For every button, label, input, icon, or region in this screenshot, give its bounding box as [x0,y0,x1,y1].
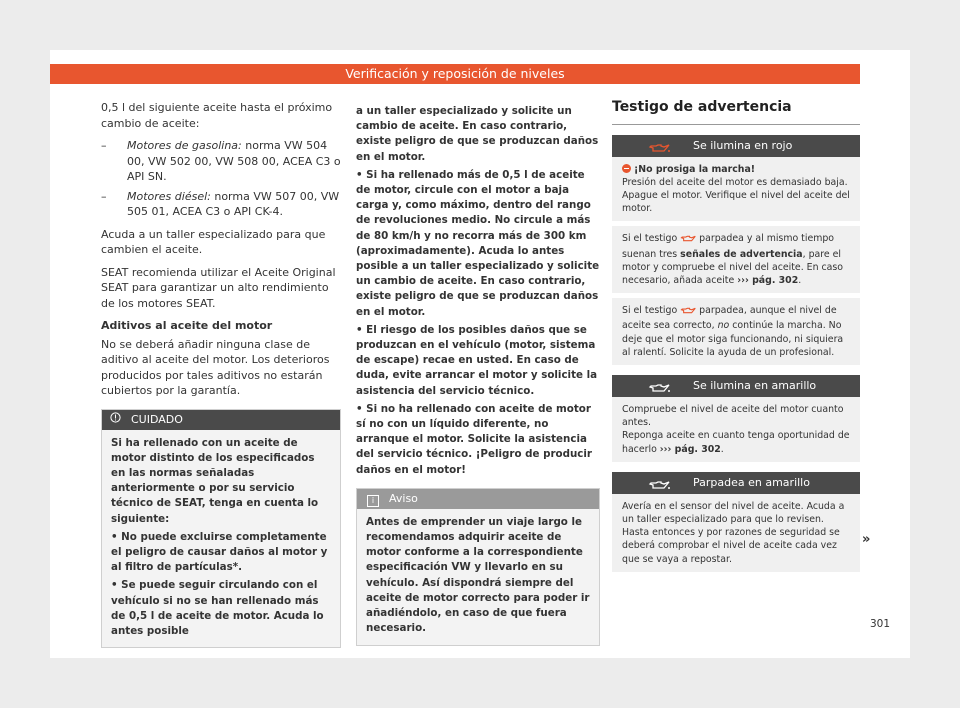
oil-can-icon [680,234,696,247]
section-header: Verificación y reposición de niveles [50,64,860,84]
caution-header [102,410,340,430]
page-reference-link[interactable]: ››› pág. 302 [737,274,799,286]
aviso-header [357,489,599,509]
warning-red-content-2: Si el testigo parpadea y al mismo tiempo suenan tres señales de advertencia, pare el motor y compruebe el nivel del aceite. En caso necesario, añada aceite ››› pág. 302. [612,226,860,293]
oil-can-icon [680,306,696,319]
additives-heading: Aditivos al aceite del motor [101,319,273,332]
column-2 [356,104,600,646]
column-3 [612,100,860,582]
continued-marker: » [862,532,871,547]
aviso-title: Aviso [389,491,418,505]
warning-blink-block [612,472,860,572]
list-item: – Motores de gasolina: norma VW 504 00, VW 502 00, VW 508 00, ACEA C3 o API SN. [101,138,341,185]
body-text: No se deberá añadir ninguna clase de aditivo al aceite del motor. Los deterioros producidos por tales aditivos no estarán cubiertos por la garantía. [101,337,330,397]
aviso-box [356,488,600,646]
intro-text: 0,5 l del siguiente aceite hasta el próximo cambio de aceite: [101,101,333,130]
aviso-body: Antes de emprender un viaje largo le recomendamos adquirir aceite de motor conforme a la correspondiente especificación VW y llevarlo en su vehículo. Así dispondrá siempre del aceite de motor correcto para poder ir añadiéndolo, en caso de que fuera necesario. [366,515,590,635]
caution-body: Si ha rellenado con un aceite de motor distinto de los especificados en las normas señaladas anteriormente o por su servicio técnico de SEAT, tenga en cuenta lo siguiente: • No puede excluirse completamente el peligro de causar daños al motor y al filtro de partículas*. • Se puede seguir circulando con el vehículo si no se han rellenado más de 0,5 l de aceite de motor. Acuda lo antes posible [111,436,328,637]
warning-red-block [612,135,860,365]
warning-blink-content: Avería en el sensor del nivel de aceite. Acuda a un taller especializado para que lo revisen. Hasta entonces y por razones de seguridad se deberá comprobar el nivel de aceite cada vez que se vaya a repostar. [612,494,860,572]
page-number: 301 [870,618,891,630]
body-text: Acuda a un taller especializado para que cambien el aceite. [101,227,326,256]
page-reference-link[interactable]: ››› pág. 302 [659,443,721,455]
caution-box [101,409,341,649]
warning-red-header: Se ilumina en rojo [612,135,860,157]
body-text: SEAT recomienda utilizar el Aceite Original SEAT para garantizar un alto rendimiento de los motores SEAT. [101,265,336,310]
oil-can-icon [648,380,670,402]
warning-yellow-header: Se ilumina en amarillo [612,375,860,397]
column-1 [101,100,341,648]
caution-title: CUIDADO [131,412,183,426]
stop-icon [622,164,631,173]
oil-spec-list [101,138,341,220]
warning-section-title: Testigo de advertencia [612,100,860,125]
oil-can-icon [648,477,670,499]
warning-yellow-block [612,375,860,462]
list-item: – Motores diésel: norma VW 507 00, VW 505 01, ACEA C3 o API CK-4. [101,189,341,220]
info-square-icon: i [367,495,379,507]
warning-yellow-content: Compruebe el nivel de aceite del motor cuanto antes. Reponga aceite en cuanto tenga oportunidad de hacerlo ››› pág. 302. [612,397,860,462]
info-circle-icon [110,410,121,430]
oil-can-icon [648,140,670,162]
warning-red-content-1: ¡No prosiga la marcha! Presión del aceite del motor es demasiado baja. Apague el motor. Verifique el nivel del aceite del motor. [612,157,860,222]
warning-blink-header: Parpadea en amarillo [612,472,860,494]
warning-red-content-3: Si el testigo parpadea, aunque el nivel de aceite sea correcto, no continúe la marcha. No deje que el motor siga funcionando, ni siquiera al ralentí. Solicite la ayuda de un profesional. [612,298,860,365]
caution-continued: a un taller especializado y solicite un cambio de aceite. En caso contrario, existe peligro de que se produzcan daños en el motor. • Si ha rellenado más de 0,5 l de aceite de motor, circule con el motor a baja carga y, como máximo, dentro del rango de revoluciones medio. No circule a más de 80 km/h y no recorra más de 300 km (aproximadamente). Acuda lo antes posible a un taller especializado y solicite un cambio de aceite. En caso contrario, existe peligro de que se produzcan daños en el motor. • El riesgo de los posibles daños que se produzcan en el vehículo (motor, sistema de escape) recae en usted. En caso de duda, evite arrancar el motor y solicite la asistencia del servicio técnico. • Si no ha rellenado con aceite de motor sí no con un líquido diferente, no arranque el motor. Solicite la asistencia del servicio técnico. ¡Peligro de producir daños en el motor! [356,105,600,476]
